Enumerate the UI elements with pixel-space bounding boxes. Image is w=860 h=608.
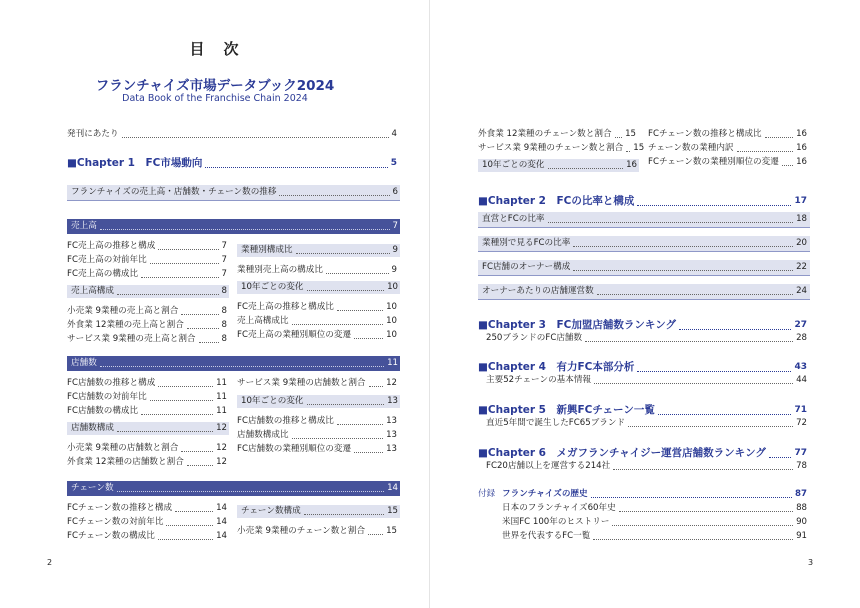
toc-entry[interactable]: FC店舗数の推移と構成 11: [67, 378, 227, 388]
toc-section-stores[interactable]: 店舗数 11: [71, 358, 398, 368]
trend-underline: [67, 200, 400, 201]
toc-entry[interactable]: FC店舗数の業種別順位の変遷 13: [237, 444, 397, 454]
toc-subsection[interactable]: 店舗数構成 12: [71, 423, 227, 433]
toc-chapter-6[interactable]: ■Chapter 6 メガフランチャイジー運営店舗数ランキング 77: [478, 447, 807, 459]
toc-entry[interactable]: 世界を代表するFC一覧 91: [502, 531, 807, 541]
rule: [478, 251, 810, 252]
toc-subsection[interactable]: チェーン数構成 15: [241, 506, 398, 516]
toc-entry[interactable]: 外食業 12業種の店舗数と割合 12: [67, 457, 227, 467]
book-title-en: Data Book of the Franchise Chain 2024: [122, 93, 308, 104]
page-number-left: 2: [47, 558, 53, 567]
toc-entry[interactable]: 直近5年間で誕生したFC65ブランド 72: [486, 418, 807, 428]
toc-section-sales[interactable]: 売上高 7: [71, 221, 398, 231]
toc-subsection[interactable]: 10年ごとの変化 16: [482, 160, 637, 170]
toc-entry[interactable]: FC売上高の構成比 7: [67, 269, 227, 279]
toc-chapter-2[interactable]: ■Chapter 2 FCの比率と構成 17: [478, 195, 807, 207]
toc-entry[interactable]: 小売業 9業種の売上高と割合 8: [67, 306, 227, 316]
toc-entry[interactable]: サービス業 9業種の店舗数と割合 12: [237, 378, 397, 388]
toc-appendix[interactable]: フランチャイズの歴史 87: [502, 489, 807, 499]
rule: [478, 227, 810, 228]
toc-entry[interactable]: 売上高構成比 10: [237, 316, 397, 326]
book-title-ja: フランチャイズ市場データブック2024: [95, 78, 335, 94]
toc-entry[interactable]: 250ブランドのFC店舗数 28: [486, 333, 807, 343]
toc-section-chains[interactable]: チェーン数 14: [71, 483, 398, 493]
toc-entry[interactable]: 日本のフランチャイズ60年史 88: [502, 503, 807, 513]
toc-entry[interactable]: 小売業 9業種のチェーン数と割合 15: [237, 526, 397, 536]
toc-entry[interactable]: FC店舗数の対前年比 11: [67, 392, 227, 402]
toc-entry[interactable]: 直営とFCの比率 18: [482, 214, 807, 224]
toc-entry[interactable]: FCチェーン数の推移と構成比 16: [648, 129, 807, 139]
toc-entry[interactable]: オーナーあたりの店舗運営数 24: [482, 286, 807, 296]
toc-chapter-5[interactable]: ■Chapter 5 新興FCチェーン一覧 71: [478, 404, 807, 416]
toc-chapter-3[interactable]: ■Chapter 3 FC加盟店舗数ランキング 27: [478, 319, 807, 331]
toc-entry[interactable]: 業種別売上高の構成比 9: [237, 265, 397, 275]
toc-entry-trend[interactable]: フランチャイズの売上高・店舗数・チェーン数の推移 6: [71, 187, 398, 197]
toc-title: 目 次: [189, 40, 241, 58]
toc-subsection[interactable]: 10年ごとの変化 13: [241, 396, 398, 406]
toc-entry[interactable]: サービス業 9業種のチェーン数と割合 15: [478, 143, 645, 153]
toc-entry[interactable]: FCチェーン数の業種別順位の変遷 16: [648, 157, 807, 167]
toc-entry[interactable]: FC売上高の推移と構成比 10: [237, 302, 397, 312]
toc-entry[interactable]: 店舗数構成比 13: [237, 430, 397, 440]
toc-chapter-4[interactable]: ■Chapter 4 有力FC本部分析 43: [478, 361, 807, 373]
toc-entry[interactable]: FC売上高の推移と構成 7: [67, 241, 227, 251]
toc-subsection[interactable]: 10年ごとの変化 10: [241, 282, 398, 292]
toc-entry[interactable]: FC店舗数の構成比 11: [67, 406, 227, 416]
rule: [478, 275, 810, 276]
toc-entry[interactable]: 米国FC 100年のヒストリー 90: [502, 517, 807, 527]
toc-entry[interactable]: FCチェーン数の構成比 14: [67, 531, 227, 541]
toc-entry[interactable]: FCチェーン数の推移と構成 14: [67, 503, 227, 513]
toc-subsection[interactable]: 業種別構成比 9: [241, 245, 398, 255]
toc-entry[interactable]: FC店舗数の推移と構成比 13: [237, 416, 397, 426]
toc-entry[interactable]: 外食業 12業種のチェーン数と割合 15: [478, 129, 636, 139]
appendix-prefix: 付録: [478, 489, 496, 499]
toc-entry[interactable]: サービス業 9業種の売上高と割合 8: [67, 334, 227, 344]
toc-entry[interactable]: 外食業 12業種の売上高と割合 8: [67, 320, 227, 330]
page-number-right: 3: [808, 558, 814, 567]
toc-entry[interactable]: FCチェーン数の対前年比 14: [67, 517, 227, 527]
toc-entry[interactable]: FC売上高の対前年比 7: [67, 255, 227, 265]
rule: [478, 299, 810, 300]
toc-entry[interactable]: FC20店舗以上を運営する214社 78: [486, 461, 807, 471]
toc-entry[interactable]: FC売上高の業種別順位の変遷 10: [237, 330, 397, 340]
toc-entry[interactable]: チェーン数の業種内訳 16: [648, 143, 807, 153]
toc-chapter-1[interactable]: ■Chapter 1 FC市場動向 5: [67, 157, 397, 169]
toc-entry[interactable]: FC店舗のオーナー構成 22: [482, 262, 807, 272]
toc-entry[interactable]: 業種別で見るFCの比率 20: [482, 238, 807, 248]
toc-entry[interactable]: 小売業 9業種の店舗数と割合 12: [67, 443, 227, 453]
toc-entry-preface[interactable]: 発刊にあたり 4: [67, 129, 397, 139]
toc-subsection[interactable]: 売上高構成 8: [71, 286, 227, 296]
toc-entry[interactable]: 主要52チェーンの基本情報 44: [486, 375, 807, 385]
